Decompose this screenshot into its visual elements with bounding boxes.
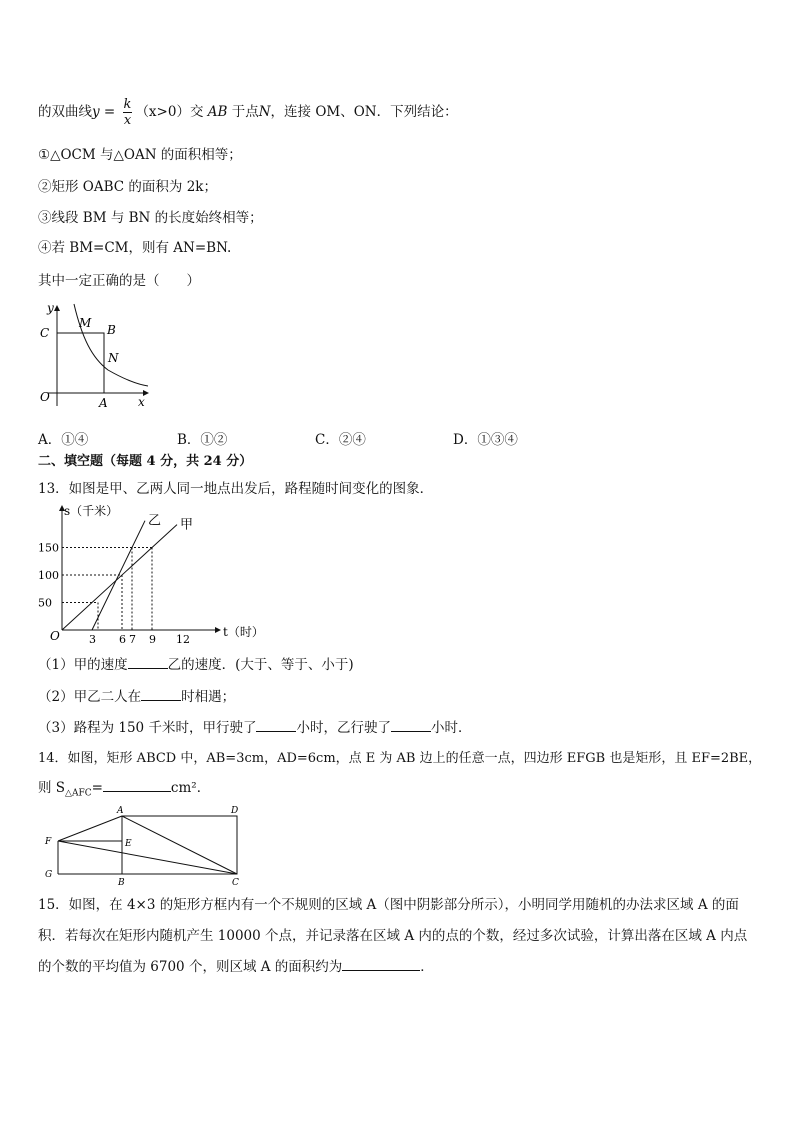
q12-intro-ab: AB — [207, 104, 228, 120]
section-heading: 二、填空题（每题 4 分，共 24 分） — [38, 454, 253, 469]
q12-label-y: y — [47, 301, 54, 315]
q14-label-b: B — [118, 878, 125, 888]
q12-label-x: x — [138, 395, 145, 409]
q14-answer-sub: △AFC — [65, 788, 92, 799]
q15-line3-end: ． — [420, 959, 434, 975]
q12-option-d[interactable] — [453, 428, 518, 448]
q12-label-a: A — [99, 396, 108, 410]
q12-intro-cond: （x>0）交 — [135, 104, 204, 120]
q12-statement: ③线段 BM 与 BN 的长度始终相等； — [38, 210, 263, 226]
q15-line3-pre: 的个数的平均值为 6700 个，则区域 A 的面积约为 — [38, 959, 343, 975]
q14-label-d: D — [231, 806, 239, 816]
x-axis-label: t（时） — [223, 625, 264, 639]
q13-sub3 — [38, 719, 471, 737]
q13-sub1 — [38, 656, 354, 674]
answer-blank[interactable] — [141, 688, 181, 701]
q12-frac-den: x — [123, 113, 132, 128]
q12-option-a[interactable] — [38, 428, 88, 448]
answer-blank[interactable] — [128, 656, 168, 669]
x-tick-label: 7 — [129, 633, 136, 646]
x-tick-label: 9 — [149, 633, 156, 646]
q12-intro — [38, 97, 458, 128]
q13-stem: 13．如图是甲、乙两人同一地点出发后，路程随时间变化的图象． — [38, 481, 434, 497]
q12-label-b: B — [107, 323, 116, 337]
option-text: ①② — [200, 432, 228, 448]
q12-question: 其中一定正确的是（ ） — [38, 273, 200, 289]
q12-figure — [30, 298, 160, 413]
q14-segment-fa — [58, 816, 122, 841]
q13-sub3-a: （3）路程为 150 千米时，甲行驶了 — [38, 720, 257, 736]
q14-figure — [38, 804, 248, 888]
x-tick-label: 3 — [89, 633, 96, 646]
q12-intro-n: N — [258, 104, 271, 120]
x-tick-label: 12 — [176, 633, 190, 646]
q14-answer-unit: cm²． — [170, 780, 211, 796]
series-label: 乙 — [148, 513, 162, 529]
q12-option-c[interactable] — [315, 428, 366, 448]
q12-rectangle — [57, 333, 104, 393]
option-text: ①④ — [61, 432, 89, 448]
option-letter: A． — [38, 432, 62, 448]
x-tick-label: 6 — [119, 633, 126, 646]
q13-sub2 — [38, 688, 235, 706]
option-letter: B． — [177, 432, 201, 448]
q13-sub2-a: （2）甲乙二人在 — [38, 689, 142, 705]
q14-segment-ac — [122, 816, 237, 874]
answer-blank[interactable] — [342, 958, 420, 971]
q12-eq: = — [99, 104, 120, 120]
q12-frac-num: k — [123, 97, 132, 112]
q12-fraction — [123, 97, 133, 128]
q13-sub1-a: （1）甲的速度 — [38, 657, 128, 673]
q14-segment-fc — [58, 841, 237, 874]
y-tick-label: 150 — [38, 541, 59, 555]
series-label: 甲 — [180, 517, 194, 533]
q12-label-n: N — [108, 351, 119, 365]
y-tick-label: 50 — [38, 596, 52, 610]
q14-stem: 14．如图，矩形 ABCD 中，AB=3cm，AD=6cm，点 E 为 AB 边上的任意一点，四边形 EFGB 也是矩形，且 EF=2BE， — [38, 751, 762, 766]
q12-label-o: O — [40, 390, 50, 404]
q14-answer-line — [38, 779, 210, 803]
q14-answer-pre: 则 S — [38, 780, 66, 796]
q14-label-g: G — [45, 870, 53, 880]
q12-label-c: C — [40, 326, 50, 340]
answer-blank[interactable] — [103, 779, 171, 792]
q12-intro-pre: 的双曲线 — [38, 104, 92, 120]
q12-statement: ②矩形 OABC 的面积为 2k； — [38, 179, 217, 195]
q14-answer-eq: = — [91, 780, 103, 796]
y-tick-label: 100 — [38, 569, 59, 582]
series-line — [62, 525, 177, 630]
q12-intro-mid: 于点 — [227, 104, 259, 120]
q14-label-e: E — [125, 839, 132, 849]
q15-line2: 积．若每次在矩形内随机产生 10000 个点，并记录落在区域 A 内的点的个数，经过多次试验，计算出落在区域 A 内点 — [38, 928, 748, 944]
answer-blank[interactable] — [391, 719, 431, 732]
q14-label-a: A — [117, 806, 124, 816]
option-text: ①③④ — [477, 432, 518, 448]
q12-option-b[interactable] — [177, 428, 227, 448]
answer-blank[interactable] — [256, 719, 296, 732]
q12-intro-end: ，连接 OM、ON．下列结论： — [270, 104, 458, 120]
q12-statement: ①△OCM 与△OAN 的面积相等； — [38, 147, 242, 163]
option-letter: C． — [315, 432, 339, 448]
q13-sub2-b: 时相遇； — [181, 689, 236, 705]
q12-y-var: y — [92, 104, 100, 120]
q13-sub3-b: 小时，乙行驶了 — [296, 720, 391, 736]
q14-label-c: C — [232, 878, 239, 888]
origin-label: O — [50, 629, 60, 643]
y-axis-label: s（千米） — [64, 504, 119, 518]
q15-line1: 15．如图，在 4×3 的矩形方框内有一个不规则的区域 A（图中阴影部分所示），小明同学用随机的办法求区域 A 的面 — [38, 897, 739, 913]
option-text: ②④ — [338, 432, 366, 448]
q13-sub1-b: 乙的速度．(大于、等于、小于) — [167, 657, 354, 673]
q14-label-f: F — [45, 837, 52, 847]
q13-chart — [30, 500, 270, 650]
option-letter: D． — [453, 432, 478, 448]
q13-sub3-c: 小时． — [430, 720, 472, 736]
q12-statement: ④若 BM=CM，则有 AN=BN. — [38, 240, 232, 256]
q15-line3 — [38, 958, 434, 976]
q12-label-m: M — [79, 316, 92, 330]
